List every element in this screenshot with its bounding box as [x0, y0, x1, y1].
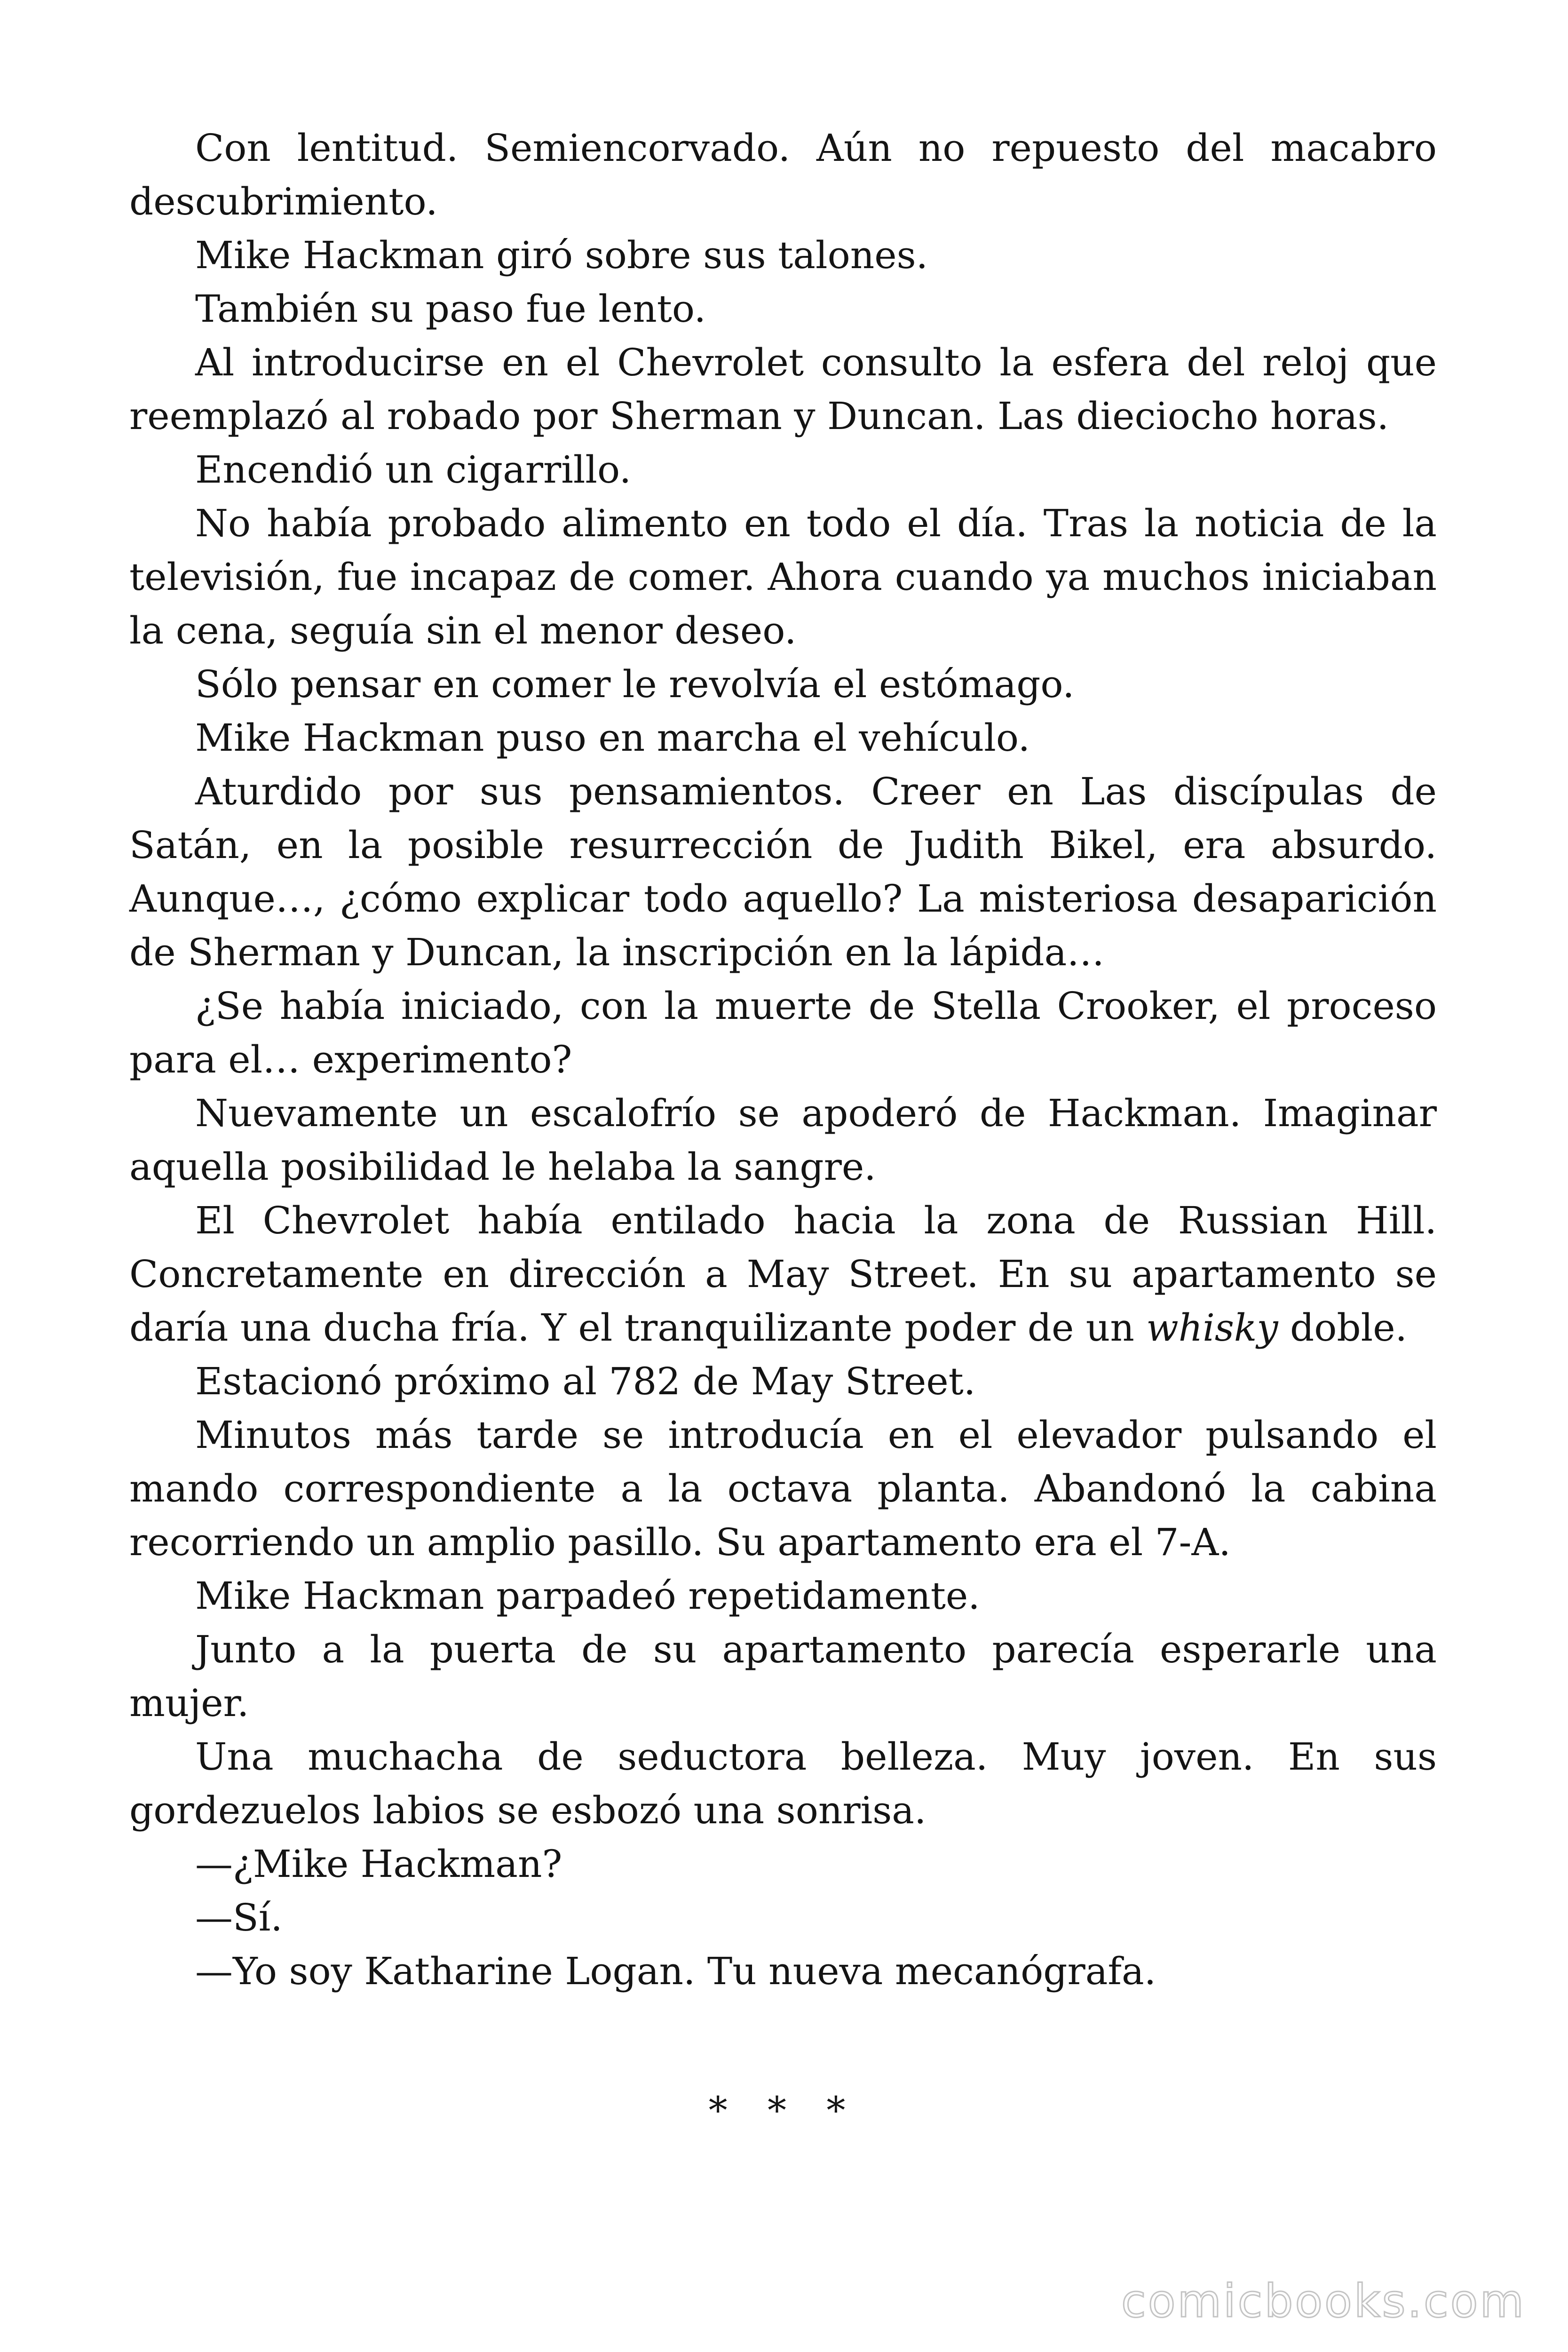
- paragraph: Junto a la puerta de su apartamento parecía esperarle una mujer.: [129, 1628, 1437, 1725]
- dialogue-line: —Sí.: [195, 1896, 283, 1939]
- paragraph: Estacionó próximo al 782 de May Street.: [195, 1359, 976, 1403]
- paragraph: ¿Se había iniciado, con la muerte de Stella Crooker, el proceso para el… experimento?: [129, 984, 1437, 1081]
- paragraph: Nuevamente un escalofrío se apoderó de Hackman. Imaginar aquella posibilidad le helaba la sangre.: [129, 1091, 1437, 1189]
- paragraph: Sólo pensar en comer le revolvía el estómago.: [195, 662, 1075, 706]
- paragraph: No había probado alimento en todo el día. Tras la noticia de la televisión, fue incapaz de comer. Ahora cuando ya muchos iniciaban la cena, seguía sin el menor deseo.: [129, 501, 1437, 652]
- paragraph: También su paso fue lento.: [195, 287, 706, 331]
- body-text: [129, 121, 1437, 1998]
- paragraph: Con lentitud. Semiencorvado. Aún no repuesto del macabro descubrimiento.: [129, 126, 1437, 223]
- paragraph: Al introducirse en el Chevrolet consulto la esfera del reloj que reemplazó al robado por Sherman y Duncan. Las dieciocho horas.: [129, 341, 1437, 438]
- paragraph: Mike Hackman parpadeó repetidamente.: [195, 1574, 980, 1618]
- paragraph-tail: doble.: [1290, 1306, 1407, 1350]
- section-separator: * * *: [708, 2089, 860, 2132]
- paragraph: Mike Hackman giró sobre sus talones.: [195, 233, 928, 277]
- paragraph: Encendió un cigarrillo.: [195, 448, 632, 492]
- paragraph-text: El Chevrolet había entilado hacia la zona de Russian Hill. Concretamente en dirección a May Street. En su apartamento se daría una ducha fría. Y el tranquilizante poder de un: [129, 1199, 1437, 1350]
- paragraph: Una muchacha de seductora belleza. Muy joven. En sus gordezuelos labios se esbozó una sonrisa.: [129, 1735, 1437, 1832]
- dialogue-line: —Yo soy Katharine Logan. Tu nueva mecanógrafa.: [195, 1949, 1156, 1993]
- dialogue-line: —¿Mike Hackman?: [195, 1842, 562, 1886]
- paragraph: Aturdido por sus pensamientos. Creer en Las discípulas de Satán, en la posible resurrección de Judith Bikel, era absurdo. Aunque…, ¿cómo explicar todo aquello? La misteriosa desaparición de Sherman y Duncan, la inscripción en la lápida…: [129, 770, 1437, 974]
- paragraph: Mike Hackman puso en marcha el vehículo.: [195, 716, 1030, 760]
- watermark: comicbooks.com: [1121, 2275, 1526, 2328]
- italic-word: whisky: [1146, 1306, 1278, 1350]
- paragraph: Minutos más tarde se introducía en el elevador pulsando el mando correspondiente a la octava planta. Abandonó la cabina recorriendo un amplio pasillo. Su apartamento era el 7-A.: [129, 1413, 1437, 1564]
- paragraph-with-italic: [129, 1194, 1437, 1355]
